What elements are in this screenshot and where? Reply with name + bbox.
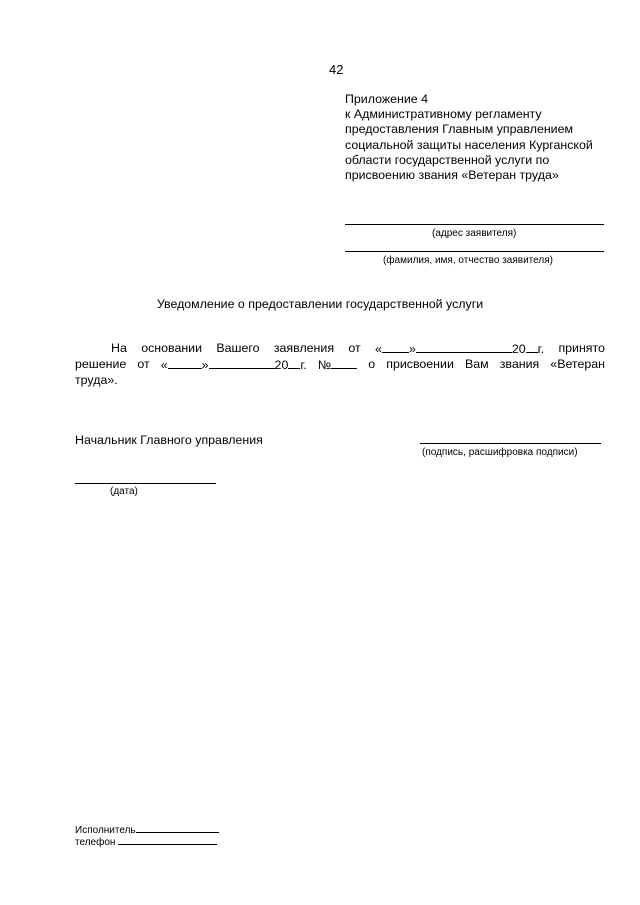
body-word: принято — [558, 341, 605, 355]
appendix-header — [345, 92, 615, 183]
body-line-1 — [75, 341, 605, 356]
body-word: «Ветеран — [550, 357, 605, 371]
appendix-line: области государственной услуги по — [345, 152, 550, 167]
applicant-address-caption: (адрес заявителя) — [432, 228, 517, 239]
executor-blank — [136, 822, 219, 833]
appendix-line: присвоению звания «Ветеран труда» — [345, 168, 559, 183]
date-line — [75, 483, 216, 484]
body-word: от — [137, 357, 150, 371]
executor-label: Исполнитель — [75, 825, 136, 836]
body-line-2 — [75, 357, 605, 372]
notice-title: Уведомление о предоставлении государственной услуги — [156, 297, 484, 311]
body-word: Вам — [464, 357, 489, 371]
applicant-name-caption: (фамилия, имя, отчество заявителя) — [383, 255, 553, 266]
phone-label: телефон — [75, 837, 116, 848]
body-word: от — [348, 341, 361, 355]
applicant-name-line — [345, 251, 604, 252]
decision-date-field: « » 20 г. — [160, 358, 307, 372]
appendix-line: к Административному регламенту — [345, 107, 542, 122]
appendix-line: Приложение 4 — [345, 92, 429, 106]
body-word: заявления — [273, 341, 335, 355]
applicant-address-line — [345, 224, 604, 225]
body-word: основании — [141, 341, 203, 355]
body-word: звания — [499, 357, 540, 371]
body-word: о — [368, 357, 376, 371]
date-caption: (дата) — [110, 486, 138, 497]
signature-caption: (подпись, расшифровка подписи) — [422, 447, 578, 458]
page-number: 42 — [329, 62, 344, 77]
body-word: Вашего — [216, 341, 260, 355]
phone-blank — [118, 834, 217, 845]
chief-label: Начальник Главного управления — [75, 433, 263, 447]
date-field: « » 20 г. — [375, 342, 545, 356]
appendix-line: социальной защиты населения Курганской — [345, 137, 593, 152]
decision-number-field: № — [318, 357, 357, 372]
body-line-3: труда». — [75, 373, 118, 387]
body-word: присвоении — [386, 357, 454, 371]
phone-field — [75, 834, 217, 848]
appendix-line: предоставления Главным управлением — [345, 122, 574, 137]
body-word: решение — [75, 357, 127, 371]
signature-line — [420, 443, 601, 444]
body-word: На — [111, 341, 127, 355]
